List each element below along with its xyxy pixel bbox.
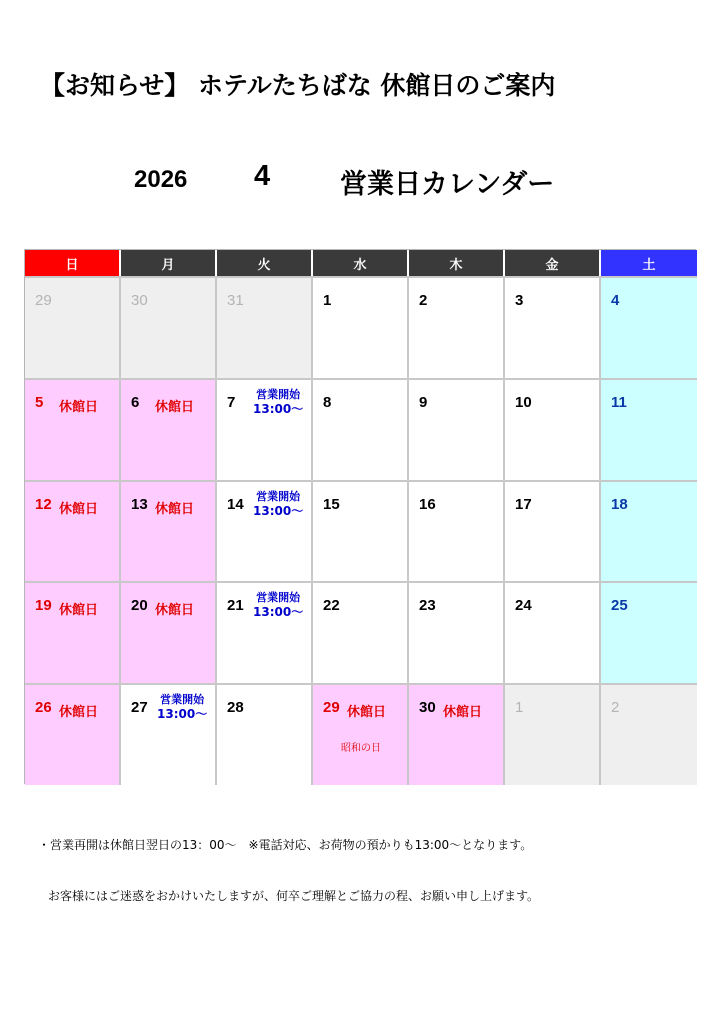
- closed-day-tag: 休館日: [443, 705, 483, 721]
- weekday-header-wed: 水: [313, 250, 409, 276]
- day-number: 21: [227, 597, 244, 615]
- day-cell: [121, 480, 217, 582]
- opening-time-tag: [253, 490, 303, 518]
- weekday-header-sun: 日: [25, 250, 121, 276]
- day-number: 6: [131, 393, 140, 411]
- day-cell: [505, 480, 601, 582]
- note-reopen: ・営業再開は休館日翌日の13：00〜 ※電話対応、お荷物の預かりも13:00〜となります。: [38, 838, 533, 852]
- calendar-month: 4: [254, 160, 271, 192]
- day-number: 10: [515, 393, 532, 411]
- weekday-header-mon: 月: [121, 250, 217, 276]
- day-cell: [601, 683, 697, 785]
- day-cell: [313, 378, 409, 480]
- day-number: 28: [227, 699, 244, 717]
- closed-day-tag: 休館日: [59, 399, 99, 415]
- day-cell: [217, 480, 313, 582]
- day-cell: [313, 581, 409, 683]
- closed-day-tag: 休館日: [347, 705, 387, 721]
- day-number: 25: [611, 597, 628, 615]
- closed-day-tag: 休館日: [59, 603, 99, 619]
- day-number: 1: [515, 699, 524, 717]
- day-number: 29: [323, 699, 340, 717]
- day-cell: [217, 683, 313, 785]
- day-number: 3: [515, 292, 524, 309]
- day-number: 8: [323, 393, 332, 411]
- opening-time-tag: [253, 388, 303, 416]
- day-number: 26: [35, 699, 52, 717]
- day-cell: [25, 276, 121, 378]
- weekday-header-fri: 金: [505, 250, 601, 276]
- day-cell: [25, 581, 121, 683]
- day-number: 20: [131, 597, 148, 615]
- opening-label: 営業開始: [256, 387, 301, 401]
- opening-time: 13:00〜: [253, 605, 304, 620]
- day-number: 11: [611, 393, 627, 411]
- day-number: 23: [419, 597, 436, 615]
- day-number: 13: [131, 495, 148, 513]
- day-cell: [313, 683, 409, 785]
- day-number: 31: [227, 292, 244, 309]
- day-cell: [505, 683, 601, 785]
- opening-time-tag: [253, 591, 303, 619]
- opening-time: 13:00〜: [253, 401, 304, 416]
- closed-day-tag: 休館日: [59, 705, 99, 721]
- day-cell: [601, 480, 697, 582]
- day-number: 5: [35, 393, 44, 411]
- day-cell: [409, 378, 505, 480]
- day-number: 29: [35, 292, 52, 309]
- calendar-year: 2026: [134, 166, 188, 193]
- day-number: 7: [227, 393, 236, 411]
- day-cell: [217, 378, 313, 480]
- day-number: 19: [35, 597, 52, 615]
- day-cell: [25, 480, 121, 582]
- day-number: 30: [131, 292, 148, 309]
- opening-label: 営業開始: [256, 489, 301, 503]
- weekday-header-sat: 土: [601, 250, 697, 276]
- day-cell: [505, 276, 601, 378]
- day-number: 2: [419, 292, 428, 309]
- day-cell: [121, 378, 217, 480]
- closed-day-tag: 休館日: [155, 603, 195, 619]
- day-cell: [409, 276, 505, 378]
- day-cell: [409, 581, 505, 683]
- opening-time-tag: [157, 693, 207, 721]
- weekday-header-thu: 木: [409, 250, 505, 276]
- calendar-label: 営業日カレンダー: [340, 169, 555, 200]
- closed-day-tag: 休館日: [59, 501, 99, 517]
- day-cell: [217, 581, 313, 683]
- day-number: 14: [227, 495, 244, 513]
- day-number: 1: [323, 292, 332, 309]
- day-cell: [601, 276, 697, 378]
- holiday-name: 昭和の日: [341, 743, 381, 755]
- weekday-header-tue: 火: [217, 250, 313, 276]
- day-cell: [505, 378, 601, 480]
- opening-time: 13:00〜: [253, 503, 304, 518]
- day-cell: [409, 683, 505, 785]
- day-number: 27: [131, 699, 148, 717]
- opening-label: 営業開始: [256, 591, 301, 605]
- day-number: 17: [515, 495, 532, 513]
- day-cell: [601, 378, 697, 480]
- day-number: 2: [611, 699, 620, 717]
- day-number: 22: [323, 597, 340, 615]
- day-number: 24: [515, 597, 532, 615]
- closed-day-tag: 休館日: [155, 501, 195, 517]
- day-cell: [505, 581, 601, 683]
- note-apology: お客様にはご迷惑をおかけいたしますが、何卒ご理解とご協力の程、お願い申し上げます。: [48, 889, 540, 903]
- opening-time: 13:00〜: [157, 707, 208, 722]
- day-number: 16: [419, 495, 436, 513]
- closed-day-tag: 休館日: [155, 399, 195, 415]
- day-number: 18: [611, 495, 628, 513]
- day-cell: [121, 276, 217, 378]
- day-cell: [121, 683, 217, 785]
- day-cell: [217, 276, 313, 378]
- day-cell: [25, 683, 121, 785]
- notice-title: 【お知らせ】 ホテルたちばな 休館日のご案内: [40, 71, 556, 100]
- day-number: 30: [419, 699, 436, 717]
- day-number: 12: [35, 495, 52, 513]
- day-cell: [601, 581, 697, 683]
- day-number: 15: [323, 495, 340, 513]
- day-number: 4: [611, 292, 620, 309]
- day-cell: [313, 276, 409, 378]
- calendar-title: [0, 160, 724, 200]
- opening-label: 営業開始: [160, 693, 205, 707]
- day-cell: [121, 581, 217, 683]
- day-cell: [25, 378, 121, 480]
- day-cell: [313, 480, 409, 582]
- day-cell: [409, 480, 505, 582]
- day-number: 9: [419, 393, 428, 411]
- business-calendar: [24, 249, 696, 784]
